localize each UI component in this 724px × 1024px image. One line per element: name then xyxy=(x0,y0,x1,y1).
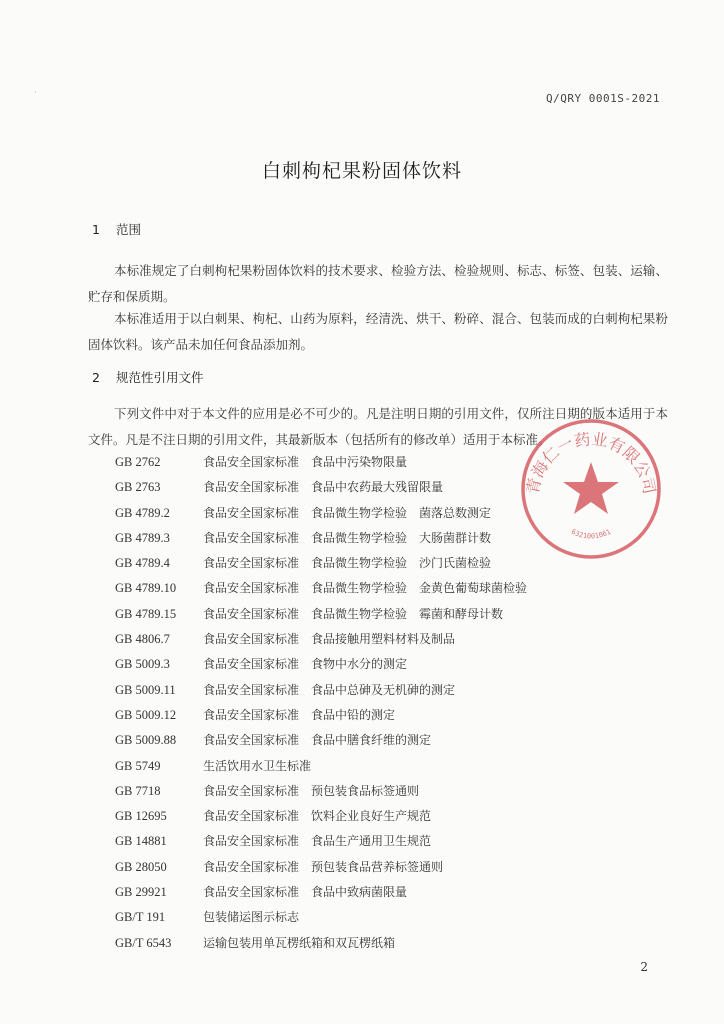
section-2-heading xyxy=(92,368,204,386)
reference-code: GB 2762 xyxy=(115,455,161,469)
reference-code: GB 4789.4 xyxy=(115,556,170,571)
reference-title: 生活饮用水卫生标准 xyxy=(203,758,312,773)
reference-title: 包装储运图示标志 xyxy=(203,910,300,925)
reference-row xyxy=(115,703,655,728)
reference-row xyxy=(115,602,655,627)
reference-code: GB 4806.7 xyxy=(115,632,170,647)
reference-code: GB 4789.2 xyxy=(115,505,170,520)
reference-row xyxy=(115,905,655,930)
section-1-heading xyxy=(92,220,141,238)
section-1-title: 范围 xyxy=(116,222,142,237)
reference-title: 食品安全国家标准 食品微生物学检验 沙门氏菌检验 xyxy=(203,556,492,571)
seal-company-name: 青海仁一药业有限公司 xyxy=(522,429,660,496)
reference-code: GB 12695 xyxy=(115,809,167,824)
reference-code: GB 2763 xyxy=(115,480,161,495)
seal-number: 6321001061 xyxy=(569,527,613,541)
reference-title: 食品安全国家标准 食品接触用塑料材料及制品 xyxy=(203,632,456,647)
reference-row xyxy=(115,804,655,829)
section-2-title: 规范性引用文件 xyxy=(116,370,204,385)
section-1-number: 1 xyxy=(92,222,100,237)
reference-row xyxy=(115,627,655,652)
reference-title: 食品安全国家标准 食品微生物学检验 大肠菌群计数 xyxy=(203,530,492,545)
reference-row xyxy=(115,779,655,804)
reference-code: GB 5009.88 xyxy=(115,733,177,748)
reference-title: 运输包装用单瓦楞纸箱和双瓦楞纸箱 xyxy=(203,935,396,950)
section-1-paragraph-2: 本标准适用于以白刺果、枸杞、山药为原料，经清洗、烘干、粉碎、混合、包装而成的白刺枸杞果粉固体饮料。该产品未加任何食品添加剂。 xyxy=(88,311,668,352)
reference-title: 食品安全国家标准 食品中总砷及无机砷的测定 xyxy=(203,682,456,697)
seal-star-icon xyxy=(563,462,619,514)
document-title: 白刺枸杞果粉固体饮料 xyxy=(261,160,462,182)
reference-code: GB 4789.15 xyxy=(115,606,177,621)
reference-code: GB 7718 xyxy=(115,783,161,798)
reference-code: GB 4789.3 xyxy=(115,530,170,545)
page-number: 2 xyxy=(640,960,648,974)
reference-code: GB/T 191 xyxy=(115,910,166,925)
reference-title: 食品安全国家标准 食品中致病菌限量 xyxy=(203,885,408,900)
section-2-number: 2 xyxy=(92,370,100,385)
reference-row xyxy=(115,652,655,677)
section-2-intro: 下列文件中对于本文件的应用是必不可少的。凡是注明日期的引用文件，仅所注日期的版本适用于本文件。凡是不注日期的引用文件，其最新版本（包括所有的修改单）适用于本标准。 xyxy=(88,406,668,447)
company-seal xyxy=(516,414,666,564)
reference-title: 食品安全国家标准 食物中水分的测定 xyxy=(203,657,408,672)
reference-code: GB 28050 xyxy=(115,859,167,874)
reference-row xyxy=(115,880,655,905)
reference-row xyxy=(115,728,655,753)
reference-row xyxy=(115,829,655,854)
reference-row xyxy=(115,855,655,880)
reference-title: 食品安全国家标准 食品中膳食纤维的测定 xyxy=(203,733,432,748)
reference-title: 食品安全国家标准 食品中铅的测定 xyxy=(203,707,396,722)
reference-code: GB 29921 xyxy=(115,885,167,900)
reference-title: 食品安全国家标准 食品微生物学检验 霉菌和酵母计数 xyxy=(203,606,504,621)
reference-code: GB 5749 xyxy=(115,758,161,773)
reference-row xyxy=(115,931,655,956)
scan-speck: · xyxy=(34,88,37,98)
reference-code: GB 14881 xyxy=(115,834,167,849)
document-number: Q/QRY 0001S-2021 xyxy=(546,92,660,105)
reference-code: GB/T 6543 xyxy=(115,935,172,950)
reference-row xyxy=(115,754,655,779)
reference-title: 食品安全国家标准 食品中污染物限量 xyxy=(203,455,408,469)
reference-code: GB 4789.10 xyxy=(115,581,177,596)
reference-row xyxy=(115,678,655,703)
reference-code: GB 5009.12 xyxy=(115,707,177,722)
reference-title: 食品安全国家标准 食品生产通用卫生规范 xyxy=(203,834,432,849)
section-1-paragraph-1: 本标准规定了白刺枸杞果粉固体饮料的技术要求、检验方法、检验规则、标志、标签、包装、运输、贮存和保质期。 xyxy=(88,263,668,304)
reference-title: 食品安全国家标准 预包装食品标签通则 xyxy=(203,783,420,798)
reference-row xyxy=(115,576,655,601)
reference-code: GB 5009.11 xyxy=(115,682,176,697)
reference-title: 食品安全国家标准 预包装食品营养标签通则 xyxy=(203,859,444,874)
reference-title: 食品安全国家标准 食品中农药最大残留限量 xyxy=(203,480,444,495)
reference-code: GB 5009.3 xyxy=(115,657,170,672)
reference-title: 食品安全国家标准 饮料企业良好生产规范 xyxy=(203,809,432,824)
reference-title: 食品安全国家标准 食品微生物学检验 菌落总数测定 xyxy=(203,505,492,520)
reference-title: 食品安全国家标准 食品微生物学检验 金黄色葡萄球菌检验 xyxy=(203,581,528,596)
